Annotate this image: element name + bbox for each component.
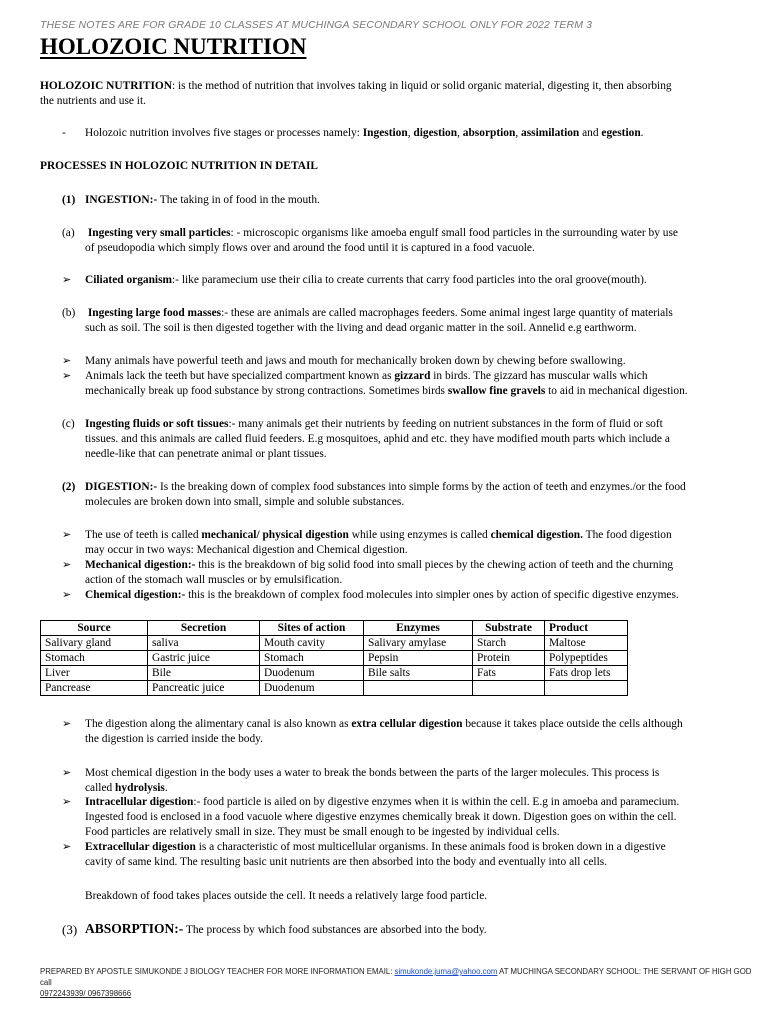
item-c-line1: :- many animals get their nutrients by feeding on nutrient substances in the form of fluid or soft (228, 418, 663, 430)
mechanical-line1: this is the breakdown of big solid food into small pieces by the chewing action of teeth and the churning (195, 559, 674, 571)
table-row (41, 636, 628, 651)
arrowhead-bullet-icon: ➢ (62, 589, 72, 601)
stages-and: and (579, 127, 602, 139)
stages-intro: Holozoic nutrition involves five stages or processes namely: (85, 127, 363, 139)
gizzard-line2-pre: mechanically break up food substance by strong contractions. Sometimes birds (85, 385, 448, 397)
table-cell (545, 681, 628, 696)
hydrolysis-paragraph (85, 766, 765, 796)
table-cell: Starch (473, 636, 545, 651)
extra-pre: The digestion along the alimentary canal is also known as (85, 718, 352, 730)
item-c-line2: tissues. and this animals are called fluid feeders. E.g mosquitoes, aphid and etc. they have modified mouth parts which include a (85, 433, 670, 445)
item-c-label: (c) (62, 418, 75, 430)
extra-post: because it takes place outside the cells although (462, 718, 683, 730)
ingestion-number: (1) (62, 194, 76, 206)
dash-marker: - (62, 127, 66, 139)
digestion-line1: Is the breaking down of complex food substances into simple forms by the action of teeth and enzymes./or the food (157, 481, 686, 493)
gizzard-bold: gizzard (394, 370, 431, 382)
item-b-line1: :- these are animals are called macrophages feeders. Some animal ingest large quantity of materials (221, 307, 673, 319)
gizzard-post: in birds. The gizzard has muscular walls which (430, 370, 648, 382)
breakdown-line: Breakdown of food takes places outside the cell. It needs a relatively large food particle. (85, 890, 488, 902)
item-b-label: (b) (62, 307, 76, 319)
absorption-heading: ABSORPTION:- (85, 921, 184, 936)
arrowhead-bullet-icon: ➢ (62, 370, 72, 382)
digestion-paragraph (85, 480, 765, 510)
digestion-heading: DIGESTION:- (85, 481, 158, 493)
table-cell: Bile salts (364, 666, 473, 681)
mechanical-line2: action of the stomach wall muscles or by emulsification. (85, 574, 343, 586)
teeth-use-line2: may occur in two ways: Mechanical digestion and Chemical digestion. (85, 544, 408, 556)
digestion-number: (2) (62, 481, 76, 493)
ciliated-text: :- like paramecium use their cilia to create currents that carry food particles into the oral groove(mouth). (172, 274, 647, 286)
absorption-text: The process by which food substances are absorbed into the body. (183, 924, 487, 936)
chemical-text: this is the breakdown of complex food molecules into simpler ones by action of specific digestive enzymes. (185, 589, 679, 601)
definition-term: HOLOZOIC NUTRITION (40, 80, 172, 92)
page-title: HOLOZOIC NUTRITION (40, 34, 307, 59)
gizzard-paragraph (85, 369, 765, 399)
item-b-paragraph (85, 306, 765, 336)
stage-assimilation: assimilation (521, 127, 580, 139)
item-c-heading: Ingesting fluids or soft tissues (85, 418, 229, 430)
stage-egestion: egestion (601, 127, 641, 139)
teeth-use-paragraph (85, 528, 765, 558)
table-cell: Fats (473, 666, 545, 681)
extra-paragraph (85, 717, 765, 747)
ciliated-heading: Ciliated organism (85, 274, 173, 286)
table-cell (473, 681, 545, 696)
item-a-line2: of pseudopodia which simply flows over and around the food until it is captured in a food vacuole. (85, 242, 535, 254)
extracellular-line1: is a characteristic of most multicellular organisms. In these animals food is broken down in a digestive (195, 841, 666, 853)
table-cell: Gastric juice (148, 651, 260, 666)
mechanical-heading: Mechanical digestion:- (85, 559, 196, 571)
item-b-line2: such as soil. The soil is then digested together with the living and dead organic matter in the soil. Annelid e.g earthworm. (85, 322, 637, 334)
arrowhead-bullet-icon: ➢ (62, 767, 72, 779)
footer-email-link[interactable]: simukonde.juma@yahoo.com (394, 967, 498, 976)
definition-text-line2: the nutrients and use it. (40, 95, 146, 107)
extracellular-line2: cavity of same kind. The resulting basic unit nutrients are then absorbed into the body and eventually into all cells. (85, 856, 608, 868)
arrowhead-bullet-icon: ➢ (62, 529, 72, 541)
teeth-use-pre: The use of teeth is called (85, 529, 202, 541)
extra-bold: extra cellular digestion (351, 718, 463, 730)
hydrolysis-bold: hydrolysis (115, 782, 165, 794)
table-cell: Pepsin (364, 651, 473, 666)
ingestion-line (85, 193, 320, 208)
item-a-heading: Ingesting very small particles (87, 227, 231, 239)
hydrolysis-line1: Most chemical digestion in the body uses a water to break the bonds between the parts of the larger molecules. This process is (85, 767, 660, 779)
table-cell: Fats drop lets (545, 666, 628, 681)
arrowhead-bullet-icon: ➢ (62, 355, 72, 367)
table-cell: saliva (148, 636, 260, 651)
table-cell: Bile (148, 666, 260, 681)
table-header-cell: Source (41, 621, 148, 636)
gizzard-pre: Animals lack the teeth but have specialized compartment known as (85, 370, 395, 382)
definition-paragraph (40, 79, 760, 109)
footer-pre: PREPARED BY APOSTLE SIMUKONDE J BIOLOGY TEACHER FOR MORE INFORMATION EMAIL: (40, 967, 395, 976)
footer (40, 966, 760, 999)
table-cell: Stomach (260, 651, 364, 666)
arrowhead-bullet-icon: ➢ (62, 718, 72, 730)
intracellular-line3: Food particles are relatively small in size. They must be small enough to be ingested by individual cells. (85, 826, 560, 838)
footer-phones: 0972243939/ 0967398666 (40, 989, 132, 998)
arrowhead-bullet-icon: ➢ (62, 841, 72, 853)
intracellular-paragraph (85, 795, 765, 840)
table-header-row (41, 621, 628, 636)
table-cell (364, 681, 473, 696)
intracellular-heading: Intracellular digestion (85, 796, 194, 808)
table-header-cell: Substrate (473, 621, 545, 636)
chemical-heading: Chemical digestion:- (85, 589, 186, 601)
item-c-line3: needle-like that can penetrate animal or plant tissues. (85, 448, 327, 460)
intracellular-line2: Ingested food is enclosed in a food vacuole where digestive enzymes chemically break it down. Digestion goes on within the cell. (85, 811, 677, 823)
stages-line: Holozoic nutrition involves five stages or processes namely: Ingestion, digestion, absorption, assimilation and egestion. (85, 127, 644, 139)
mechanical-paragraph (85, 558, 765, 588)
definition-text-line1: : is the method of nutrition that involves taking in liquid or solid organic material, digesting it, then absorbing (171, 80, 672, 92)
header-note: THESE NOTES ARE FOR GRADE 10 CLASSES AT MUCHINGA SECONDARY SCHOOL ONLY FOR 2022 TERM 3 (40, 19, 593, 31)
table-row (41, 651, 628, 666)
ciliated-line (85, 273, 765, 288)
gizzard-line2-bold: swallow fine gravels (447, 385, 546, 397)
intracellular-line1: :- food particle is ailed on by digestive enzymes when it is within the cell. E.g in amoeba and paramecium. (193, 796, 680, 808)
chemical-line (85, 588, 765, 603)
mechanical-physical-bold: mechanical/ physical digestion (201, 529, 349, 541)
teeth-line: Many animals have powerful teeth and jaws and mouth for mechanically broken down by chewing before swallowing. (85, 355, 626, 367)
item-c-paragraph (85, 417, 765, 462)
item-a-paragraph (85, 226, 765, 256)
teeth-use-post: The food digestion (582, 529, 672, 541)
stage-ingestion: Ingestion (362, 127, 408, 139)
table-cell: Stomach (41, 651, 148, 666)
table-header-cell: Secretion (148, 621, 260, 636)
table-cell: Liver (41, 666, 148, 681)
table-cell: Pancreatic juice (148, 681, 260, 696)
table-cell: Mouth cavity (260, 636, 364, 651)
table-cell: Duodenum (260, 666, 364, 681)
stage-digestion: digestion (413, 127, 458, 139)
table-cell: Protein (473, 651, 545, 666)
table-cell: Polypeptides (545, 651, 628, 666)
digestion-line2: molecules are broken down into small, simple and soluble substances. (85, 496, 405, 508)
arrowhead-bullet-icon: ➢ (62, 559, 72, 571)
ingestion-heading: INGESTION:- (85, 194, 158, 206)
extracellular-paragraph (85, 840, 765, 870)
table-cell: Duodenum (260, 681, 364, 696)
hydrolysis-line2-pre: called (85, 782, 116, 794)
table-header-cell: Product (545, 621, 628, 636)
table-row (41, 666, 628, 681)
arrowhead-bullet-icon: ➢ (62, 796, 72, 808)
absorption-line (85, 921, 765, 938)
stage-absorption: absorption (462, 127, 516, 139)
gizzard-line2-post: to aid in mechanical digestion. (545, 385, 688, 397)
table-cell: Salivary gland (41, 636, 148, 651)
digestion-table (40, 620, 628, 696)
arrowhead-bullet-icon: ➢ (62, 274, 72, 286)
table-cell: Salivary amylase (364, 636, 473, 651)
table-cell: Maltose (545, 636, 628, 651)
table-header-cell: Enzymes (364, 621, 473, 636)
item-b-heading: Ingesting large food masses (87, 307, 222, 319)
item-a-label: (a) (62, 227, 75, 239)
section-heading: PROCESSES IN HOLOZOIC NUTRITION IN DETAIL (40, 160, 318, 172)
absorption-number: (3) (62, 922, 78, 937)
table-row (41, 681, 628, 696)
extracellular-heading: Extracellular digestion (85, 841, 196, 853)
stages-end: . (640, 127, 644, 139)
chemical-digestion-bold: chemical digestion. (490, 529, 583, 541)
item-a-line1: : - microscopic organisms like amoeba engulf small food particles in the surrounding water by use (230, 227, 678, 239)
hydrolysis-line2-post: . (164, 782, 168, 794)
table-header-cell: Sites of action (260, 621, 364, 636)
table-cell: Pancrease (41, 681, 148, 696)
footer-post: AT MUCHINGA SECONDARY SCHOOL: THE SERVANT OF HIGH GOD call (40, 967, 752, 987)
extra-line2: the digestion is carried inside the body. (85, 733, 263, 745)
ingestion-text: The taking in of food in the mouth. (157, 194, 320, 206)
teeth-use-mid: while using enzymes is called (348, 529, 491, 541)
